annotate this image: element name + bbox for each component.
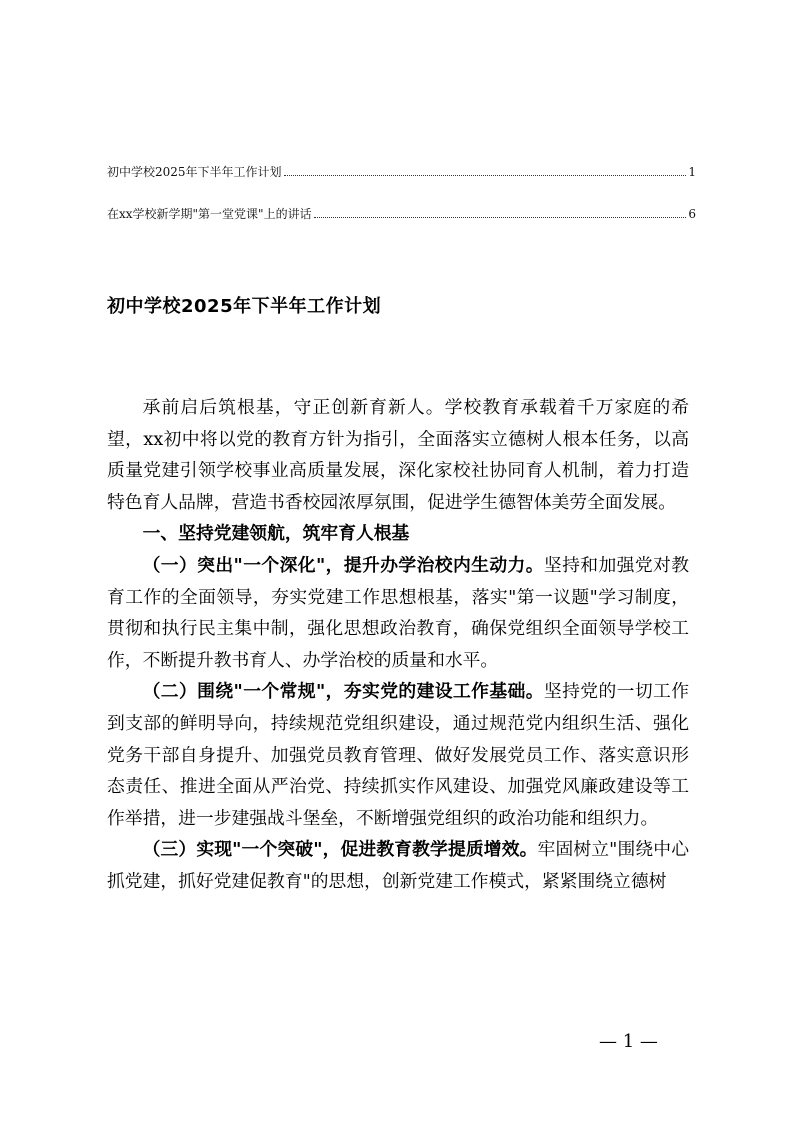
- intro-paragraph: 承前启后筑根基，守正创新育新人。学校教育承载着千万家庭的希望，xx初中将以党的教育方针为指引，全面落实立德树人根本任务，以高质量党建引领学校事业高质量发展，深化家校社协同育人机制，着力打造特色育人品牌，营造书香校园浓厚氛围，促进学生德智体美劳全面发展。: [107, 397, 689, 513]
- page-number: — 1 —: [599, 1031, 658, 1052]
- toc-entry-page: 1: [688, 165, 696, 179]
- toc-entry[interactable]: [107, 205, 696, 223]
- item-text: 坚持和加强党对教育工作的全面领导，夯实党建工作思想根基，落实"第一议题"学习制度，贯彻和执行民主集中制，强化思想政治教育，确保党组织全面领导学校工作，不断提升教书育人、办学治校的质量和水平。: [107, 554, 689, 671]
- section-heading: 一、坚持党建领航，筑牢育人根基: [142, 523, 410, 545]
- item-text: 牢固树立"围绕中心抓党建，抓好党建促教育"的思想，创新党建工作模式，紧紧围绕立德树: [107, 839, 690, 892]
- document-body: [107, 392, 689, 898]
- item-paragraph: [107, 550, 689, 676]
- item-lead: （三）实现"一个突破"，促进教育教学提质增效。: [142, 839, 538, 861]
- item-lead: （二）围绕"一个常规"，夯实党的建设工作基础。: [142, 681, 544, 703]
- item-paragraph: [107, 676, 689, 834]
- toc-leader-dots: [284, 174, 687, 176]
- item-lead: （一）突出"一个深化"，提升办学治校内生动力。: [142, 554, 544, 576]
- document-title: 初中学校2025年下半年工作计划: [107, 296, 382, 317]
- item-paragraph: [107, 834, 689, 897]
- toc-entry[interactable]: [107, 163, 696, 181]
- item-text: 坚持党的一切工作到支部的鲜明导向，持续规范党组织建设，通过规范党内组织生活、强化党务干部自身提升、加强党员教育管理、做好发展党员工作、落实意识形态责任、推进全面从严治党、持续抓实作风建设、加强党风廉政建设等工作举措，进一步建强战斗堡垒，不断增强党组织的政治功能和组织力。: [107, 681, 689, 829]
- toc-entry-page: 6: [688, 207, 696, 221]
- toc-leader-dots: [314, 216, 687, 218]
- toc-entry-title: 在xx学校新学期"第一堂党课"上的讲话: [107, 207, 312, 221]
- toc-entry-title: 初中学校2025年下半年工作计划: [107, 165, 282, 179]
